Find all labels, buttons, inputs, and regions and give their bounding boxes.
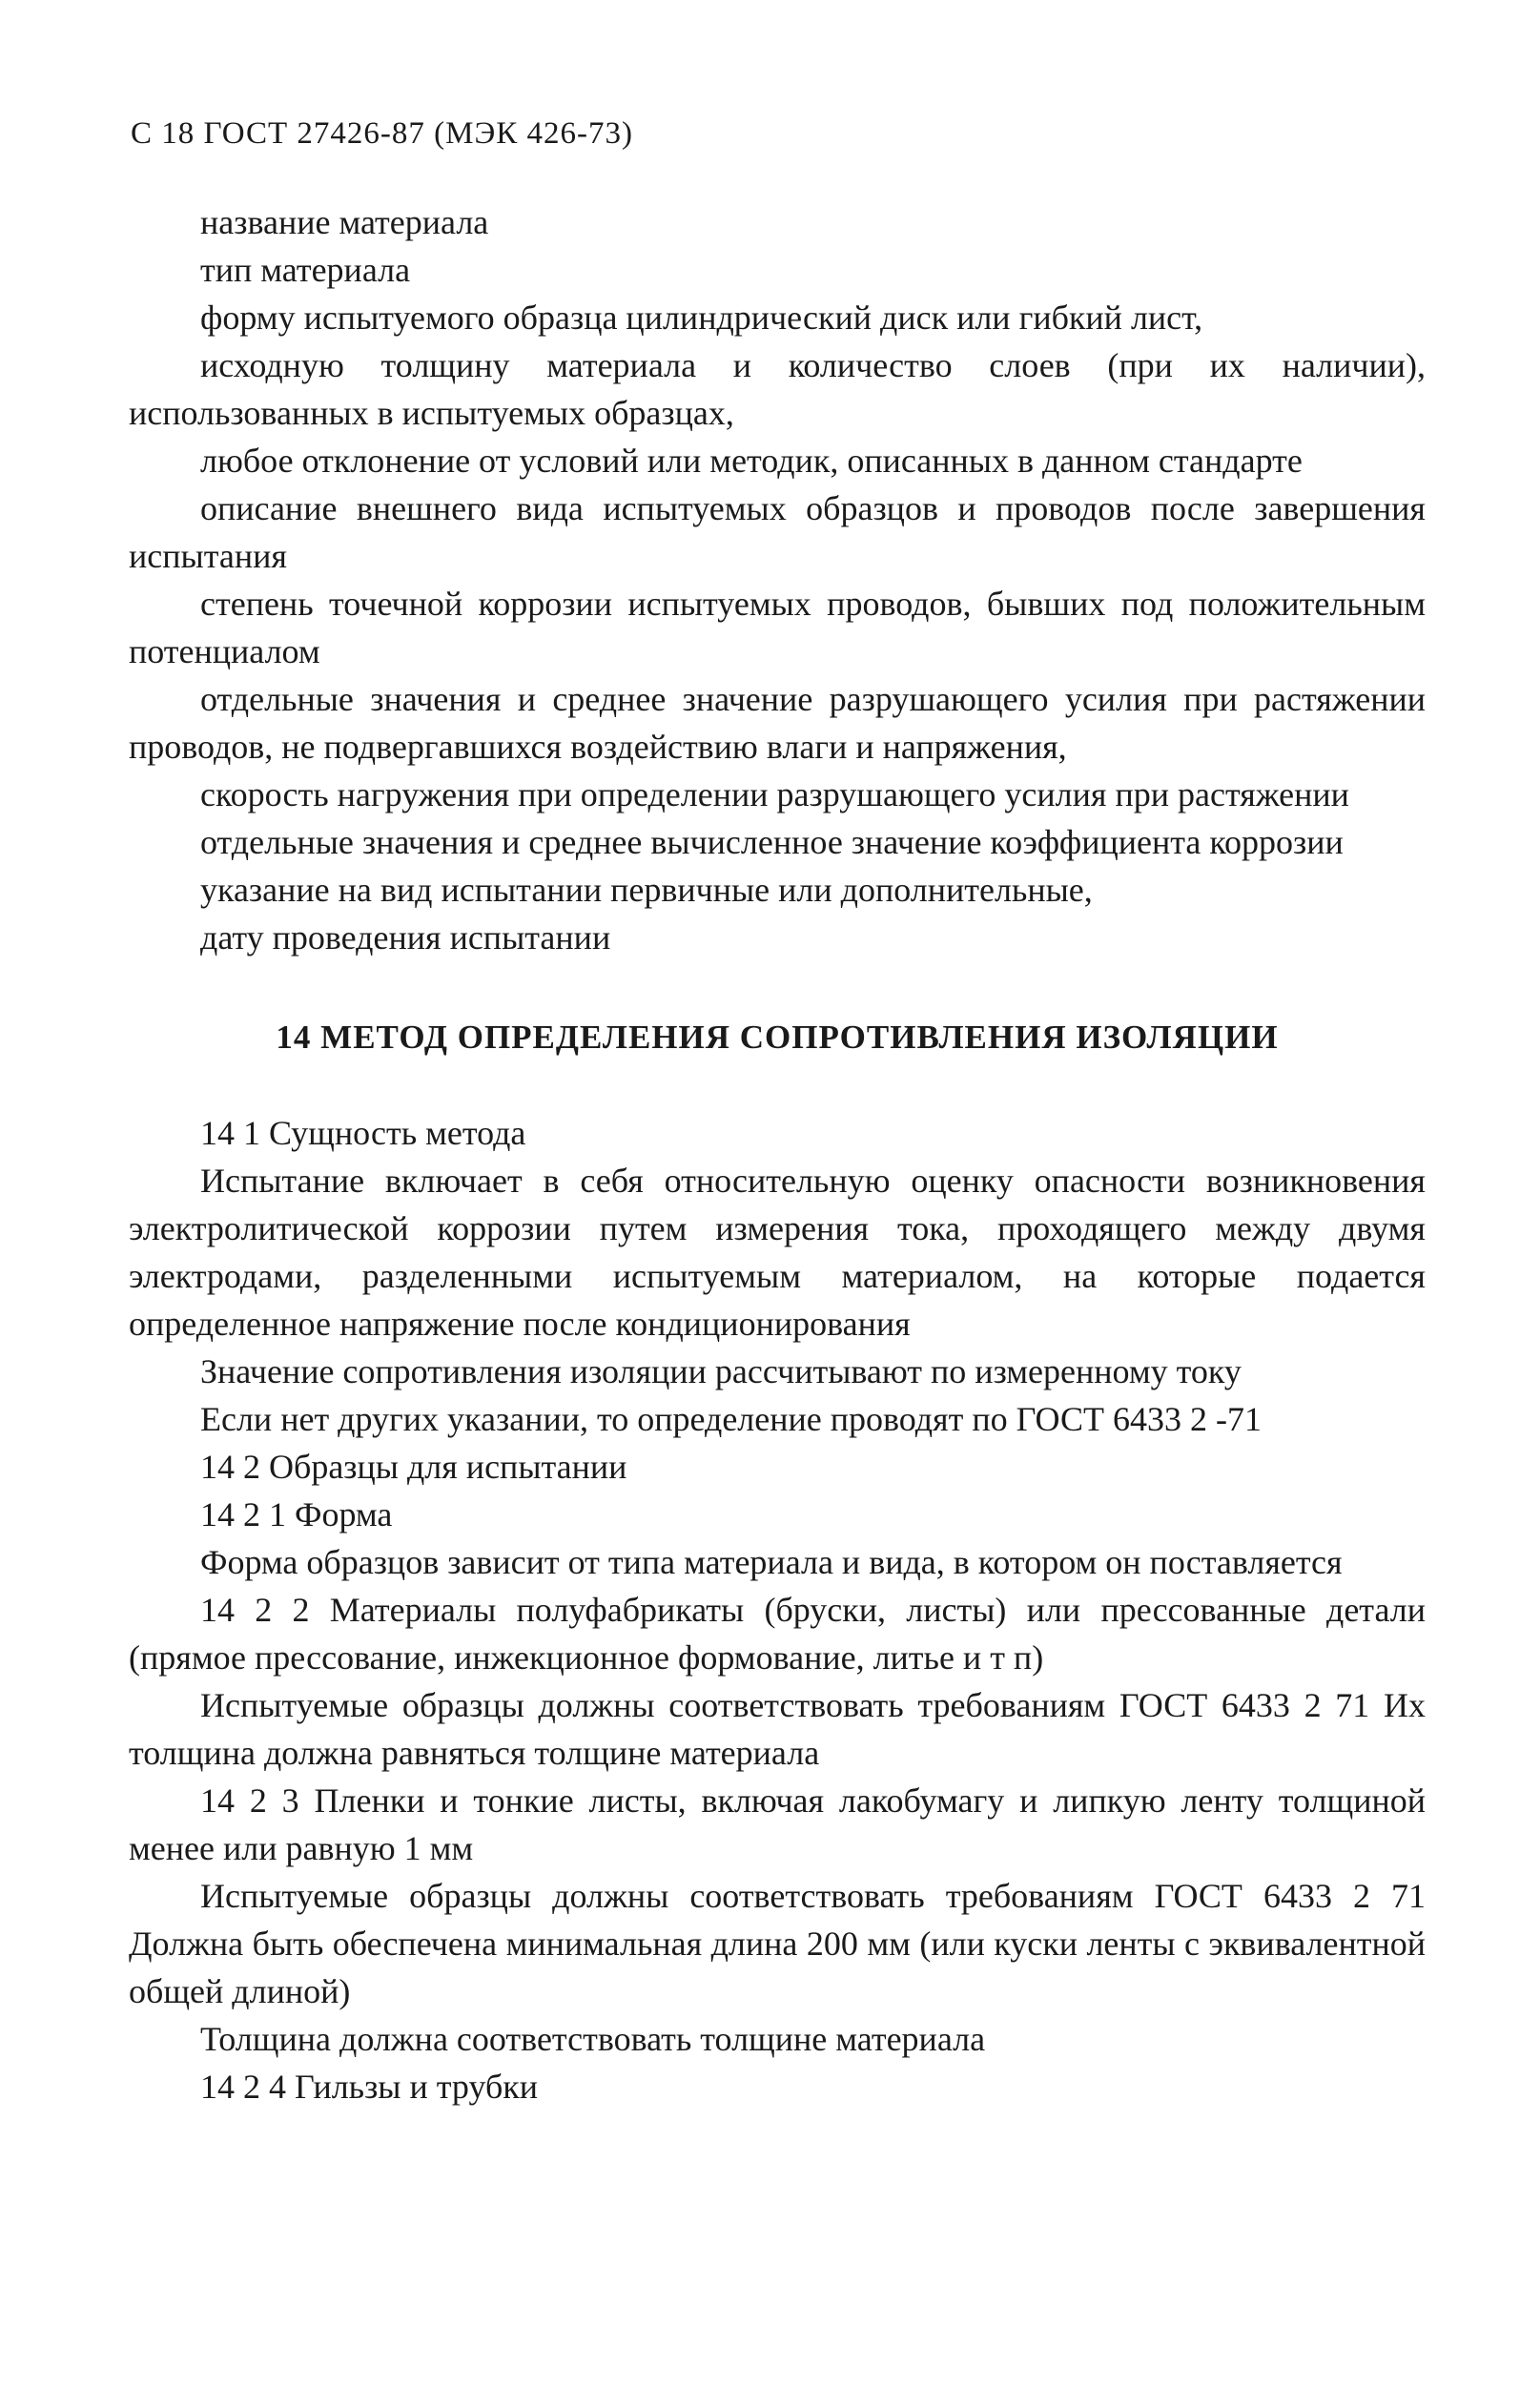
report-item: тип материала [200, 251, 411, 289]
paragraph: Испытание включает в себя относительную оценку опасности возникновения электролитической коррозии путем измерения тока, проходящего между двумя электродами, разделенными испытуемым материалом, на которые подается определенное напряжение после кондиционирования [129, 1162, 1426, 1343]
paragraph: Толщина должна соответствовать толщине материала [200, 2020, 986, 2058]
paragraph: Испытуемые образцы должны соответствовать требованиям ГОСТ 6433 2 71 Их толщина должна равняться толщине материала [129, 1686, 1426, 1772]
paragraph: Если нет других указании, то определение проводят по ГОСТ 6433 2 -71 [200, 1400, 1262, 1438]
report-item: указание на вид испытании первичные или дополнительные, [200, 871, 1093, 909]
report-item: отдельные значения и среднее значение разрушающего усилия при растяжении проводов, не подвергавшихся воздействию влаги и напряжения, [129, 680, 1426, 766]
subsection-title: 14 2 Образцы для испытании [200, 1448, 627, 1486]
paragraph: Форма образцов зависит от типа материала и вида, в котором он поставляется [200, 1543, 1343, 1581]
subsection-title: 14 2 1 Форма [200, 1495, 393, 1534]
section-heading [129, 1014, 1426, 1061]
report-item: скорость нагружения при определении разрушающего усилия при растяжении [200, 775, 1349, 813]
report-item: любое отклонение от условий или методик, описанных в данном стандарте [200, 442, 1303, 480]
paragraph: 14 2 3 Пленки и тонкие листы, включая лакобумагу и липкую ленту толщиной менее или равную 1 мм [129, 1781, 1426, 1867]
running-header: С 18 ГОСТ 27426-87 (МЭК 426-73) [131, 116, 634, 151]
subsection-title: 14 2 4 Гильзы и трубки [200, 2068, 539, 2106]
subsection-title: 14 1 Сущность метода [200, 1114, 526, 1152]
report-item: степень точечной коррозии испытуемых проводов, бывших под положительным потенциалом [129, 585, 1426, 670]
report-item: дату проведения испытании [200, 918, 611, 957]
paragraph: 14 2 2 Материалы полуфабрикаты (бруски, листы) или прессованные детали (прямое прессование, инжекционное формование, литье и т п) [129, 1591, 1426, 1677]
report-item: название материала [200, 203, 489, 241]
body-text [129, 198, 1426, 2110]
paragraph: Испытуемые образцы должны соответствовать требованиям ГОСТ 6433 2 71 Должна быть обеспечена минимальная длина 200 мм (или куски ленты с эквивалентной общей длиной) [129, 1877, 1426, 2010]
report-item: исходную толщину материала и количество слоев (при их наличии), использованных в испытуемых образцах, [129, 346, 1426, 432]
report-item: описание внешнего вида испытуемых образцов и проводов после завершения испытания [129, 489, 1426, 575]
section-heading-text: 14 МЕТОД ОПРЕДЕЛЕНИЯ СОПРОТИВЛЕНИЯ ИЗОЛЯЦИИ [276, 1019, 1279, 1056]
report-item: форму испытуемого образца цилиндрический диск или гибкий лист, [200, 298, 1203, 337]
paragraph: Значение сопротивления изоляции рассчитывают по измеренному току [200, 1352, 1242, 1390]
report-item: отдельные значения и среднее вычисленное значение коэффициента коррозии [200, 823, 1344, 861]
